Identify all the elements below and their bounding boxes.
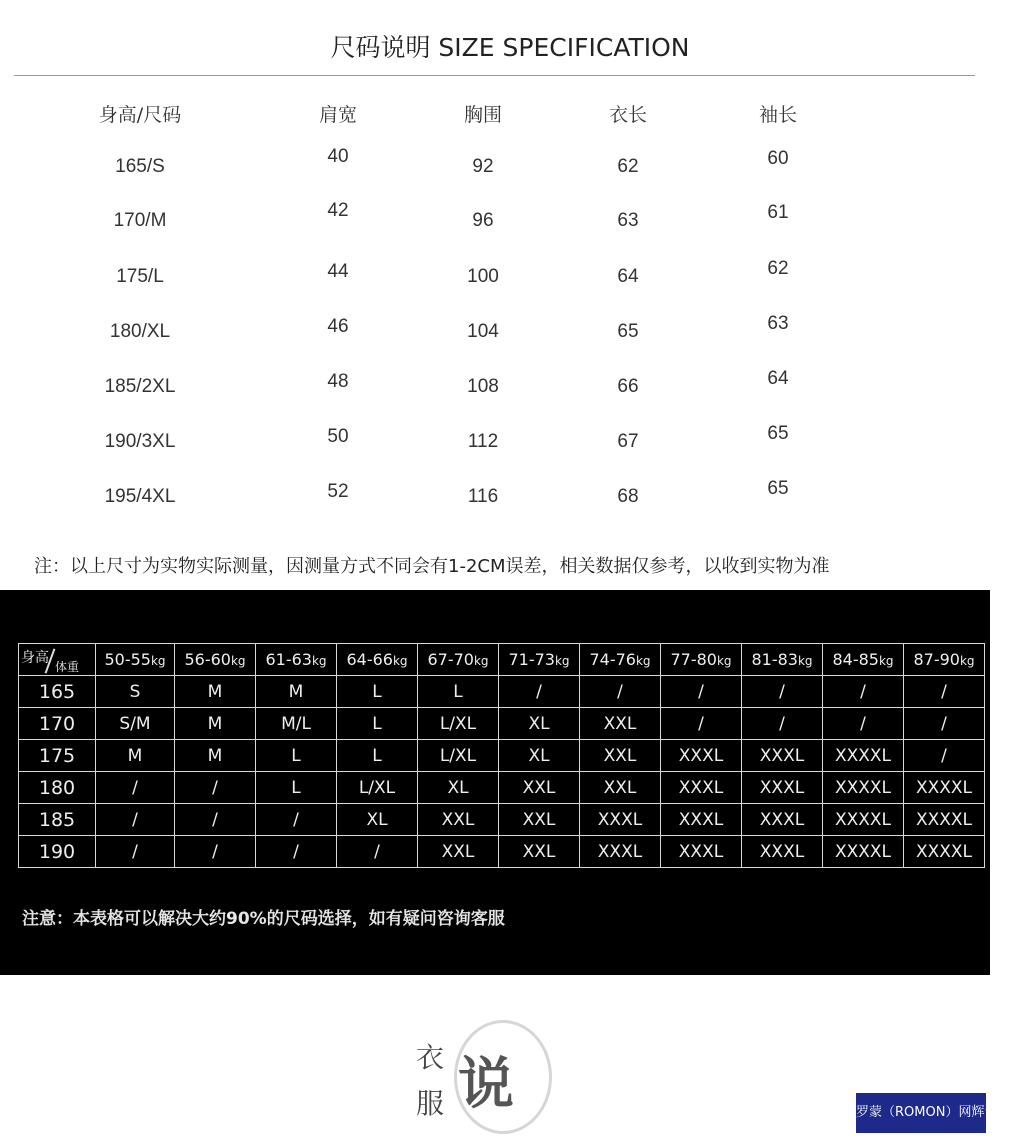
grid-size-cell: M: [175, 740, 256, 772]
grid-size-cell: M: [256, 676, 337, 708]
grid-size-cell: XXXL: [661, 804, 742, 836]
weight-unit: kg: [797, 654, 813, 668]
grid-size-cell: XL: [499, 708, 580, 740]
weight-range: 81-83: [751, 650, 798, 669]
weight-unit: kg: [716, 654, 732, 668]
grid-size-cell: /: [580, 676, 661, 708]
spec-row: [0, 423, 990, 457]
grid-height-label: 185: [19, 804, 96, 836]
spec-size-label: 190/3XL: [104, 431, 176, 452]
store-badge: 罗蒙（ROMON）网辉专卖店: [856, 1093, 986, 1133]
weight-unit: kg: [392, 654, 408, 668]
grid-height-label: 190: [19, 836, 96, 868]
spec-value: 44: [327, 261, 349, 282]
grid-size-cell: /: [175, 772, 256, 804]
size-recommendation-panel: [0, 590, 990, 975]
grid-weight-header: [418, 644, 499, 676]
grid-size-cell: XXXL: [580, 836, 661, 868]
spec-value: 108: [467, 376, 499, 397]
grid-size-cell: /: [337, 836, 418, 868]
grid-size-cell: XXXL: [661, 772, 742, 804]
weight-unit: kg: [635, 654, 651, 668]
grid-weight-header: [256, 644, 337, 676]
spec-value: 61: [767, 202, 789, 223]
spec-value: 65: [767, 423, 789, 444]
grid-height-label: 170: [19, 708, 96, 740]
spec-row: [0, 146, 990, 182]
grid-row: [19, 676, 985, 708]
weight-range: 84-85: [832, 650, 879, 669]
weight-range: 71-73: [508, 650, 555, 669]
grid-row: [19, 804, 985, 836]
spec-value: 96: [472, 210, 494, 231]
weight-range: 87-90: [913, 650, 960, 669]
spec-header-row: [0, 100, 990, 130]
spec-value: 68: [617, 486, 639, 507]
grid-size-cell: /: [96, 836, 175, 868]
spec-value: 64: [617, 266, 639, 287]
grid-size-cell: XXXXL: [823, 836, 904, 868]
grid-size-cell: /: [823, 708, 904, 740]
spec-value: 92: [472, 156, 494, 177]
grid-height-label: 180: [19, 772, 96, 804]
grid-weight-header: [661, 644, 742, 676]
grid-size-cell: XXXL: [661, 740, 742, 772]
spec-value: 116: [467, 486, 499, 507]
grid-height-label: 175: [19, 740, 96, 772]
spec-row: [0, 368, 990, 402]
grid-size-cell: XXXL: [580, 804, 661, 836]
weight-range: 61-63: [265, 650, 312, 669]
grid-size-cell: XXXXL: [823, 740, 904, 772]
grid-weight-header: [742, 644, 823, 676]
grid-size-cell: XXL: [418, 804, 499, 836]
spec-value: 48: [327, 371, 349, 392]
spec-size-label: 170/M: [113, 210, 167, 231]
grid-size-cell: L: [256, 740, 337, 772]
grid-size-cell: XL: [499, 740, 580, 772]
grid-size-cell: /: [256, 836, 337, 868]
grid-size-cell: /: [661, 676, 742, 708]
grid-size-cell: /: [256, 804, 337, 836]
grid-weight-header: [904, 644, 985, 676]
weight-range: 56-60: [184, 650, 231, 669]
grid-size-cell: XL: [337, 804, 418, 836]
spec-size-label: 195/4XL: [104, 486, 176, 507]
grid-weight-header: [96, 644, 175, 676]
spec-value: 65: [767, 478, 789, 499]
grid-size-cell: XXXL: [742, 836, 823, 868]
grid-size-cell: XXXXL: [904, 804, 985, 836]
grid-row: [19, 836, 985, 868]
spec-row: [0, 200, 990, 236]
grid-weight-header: [823, 644, 904, 676]
logo-char: 说: [458, 1052, 514, 1117]
spec-value: 104: [467, 321, 499, 342]
grid-corner-cell: [19, 644, 96, 676]
grid-size-cell: S: [96, 676, 175, 708]
weight-range: 74-76: [589, 650, 636, 669]
grid-size-cell: M: [175, 676, 256, 708]
weight-range: 64-66: [346, 650, 393, 669]
grid-size-cell: L: [337, 740, 418, 772]
grid-size-cell: XXL: [499, 772, 580, 804]
weight-range: 77-80: [670, 650, 717, 669]
grid-size-cell: XXL: [580, 740, 661, 772]
grid-size-cell: M: [175, 708, 256, 740]
grid-size-cell: /: [742, 676, 823, 708]
grid-size-cell: XXL: [418, 836, 499, 868]
grid-weight-header: [580, 644, 661, 676]
grid-size-cell: /: [661, 708, 742, 740]
spec-value: 46: [327, 316, 349, 337]
grid-size-cell: XXXXL: [823, 772, 904, 804]
spec-value: 52: [327, 481, 349, 502]
grid-size-cell: /: [175, 836, 256, 868]
spec-value: 100: [467, 266, 499, 287]
grid-header-row: [19, 644, 985, 676]
spec-value: 65: [617, 321, 639, 342]
weight-range: 67-70: [427, 650, 474, 669]
grid-size-cell: L: [256, 772, 337, 804]
spec-column-header: 胸围: [463, 104, 502, 126]
spec-row: [0, 258, 990, 292]
grid-size-cell: L: [418, 676, 499, 708]
grid-size-cell: XXL: [499, 804, 580, 836]
grid-size-cell: M/L: [256, 708, 337, 740]
grid-size-cell: L: [337, 708, 418, 740]
grid-row: [19, 708, 985, 740]
grid-size-cell: /: [96, 772, 175, 804]
size-grid-note: 注意：本表格可以解决大约90%的尺码选择，如有疑问咨询客服: [22, 909, 505, 929]
grid-weight-header: [499, 644, 580, 676]
grid-size-cell: /: [904, 708, 985, 740]
weight-range: 50-55: [104, 650, 151, 669]
spec-value: 112: [467, 431, 499, 452]
spec-value: 40: [327, 146, 349, 167]
spec-value: 63: [767, 313, 789, 334]
grid-size-cell: XXXL: [742, 772, 823, 804]
weight-unit: kg: [311, 654, 327, 668]
grid-size-cell: M: [96, 740, 175, 772]
grid-size-cell: /: [823, 676, 904, 708]
page-title: 尺码说明 SIZE SPECIFICATION: [330, 33, 690, 62]
spec-value: 62: [767, 258, 789, 279]
grid-size-cell: /: [904, 676, 985, 708]
grid-row: [19, 740, 985, 772]
grid-size-cell: L/XL: [337, 772, 418, 804]
grid-weight-header: [337, 644, 418, 676]
grid-size-cell: /: [96, 804, 175, 836]
grid-size-cell: XXXXL: [823, 804, 904, 836]
corner-height-label: 身高: [21, 650, 49, 666]
grid-row: [19, 772, 985, 804]
weight-unit: kg: [554, 654, 570, 668]
yifu-shuo-logo: [410, 1018, 550, 1134]
spec-size-label: 185/2XL: [104, 376, 176, 397]
grid-size-cell: XXL: [580, 772, 661, 804]
grid-size-cell: /: [904, 740, 985, 772]
grid-size-cell: XXXXL: [904, 772, 985, 804]
grid-size-cell: L: [337, 676, 418, 708]
grid-size-cell: XXXL: [661, 836, 742, 868]
spec-column-header: 身高/尺码: [98, 104, 182, 126]
grid-size-cell: XXXL: [742, 740, 823, 772]
weight-unit: kg: [878, 654, 894, 668]
grid-size-cell: L/XL: [418, 740, 499, 772]
grid-size-cell: /: [175, 804, 256, 836]
weight-unit: kg: [959, 654, 975, 668]
grid-weight-header: [175, 644, 256, 676]
spec-value: 64: [767, 368, 789, 389]
grid-size-cell: XXXL: [742, 804, 823, 836]
spec-value: 62: [617, 156, 639, 177]
grid-size-cell: /: [742, 708, 823, 740]
title-divider: [14, 75, 975, 76]
spec-column-header: 衣长: [608, 104, 647, 126]
grid-size-cell: XL: [418, 772, 499, 804]
spec-column-header: 肩宽: [318, 104, 357, 126]
logo-char: 服: [416, 1087, 445, 1120]
corner-weight-label: 体重: [55, 660, 80, 674]
measurement-note: 注：以上尺寸为实物实际测量，因测量方式不同会有1-2CM误差，相关数据仅参考，以收到实物为准: [34, 556, 830, 577]
spec-value: 42: [327, 200, 349, 221]
grid-size-cell: L/XL: [418, 708, 499, 740]
grid-size-cell: XXXXL: [904, 836, 985, 868]
grid-size-cell: /: [499, 676, 580, 708]
spec-row: [0, 478, 990, 512]
spec-value: 67: [617, 431, 639, 452]
spec-value: 50: [327, 426, 349, 447]
logo-char: 衣: [416, 1041, 445, 1074]
spec-row: [0, 313, 990, 347]
spec-value: 60: [767, 148, 789, 169]
spec-size-label: 180/XL: [109, 321, 171, 342]
spec-size-label: 165/S: [115, 156, 165, 177]
spec-column-header: 袖长: [758, 104, 797, 126]
spec-value: 66: [617, 376, 639, 397]
spec-size-label: 175/L: [116, 266, 164, 287]
weight-unit: kg: [230, 654, 246, 668]
grid-size-cell: XXL: [499, 836, 580, 868]
grid-size-cell: S/M: [96, 708, 175, 740]
grid-height-label: 165: [19, 676, 96, 708]
grid-size-cell: XXL: [580, 708, 661, 740]
weight-unit: kg: [473, 654, 489, 668]
height-weight-size-grid: [18, 643, 985, 868]
spec-value: 63: [617, 210, 639, 231]
weight-unit: kg: [150, 654, 166, 668]
